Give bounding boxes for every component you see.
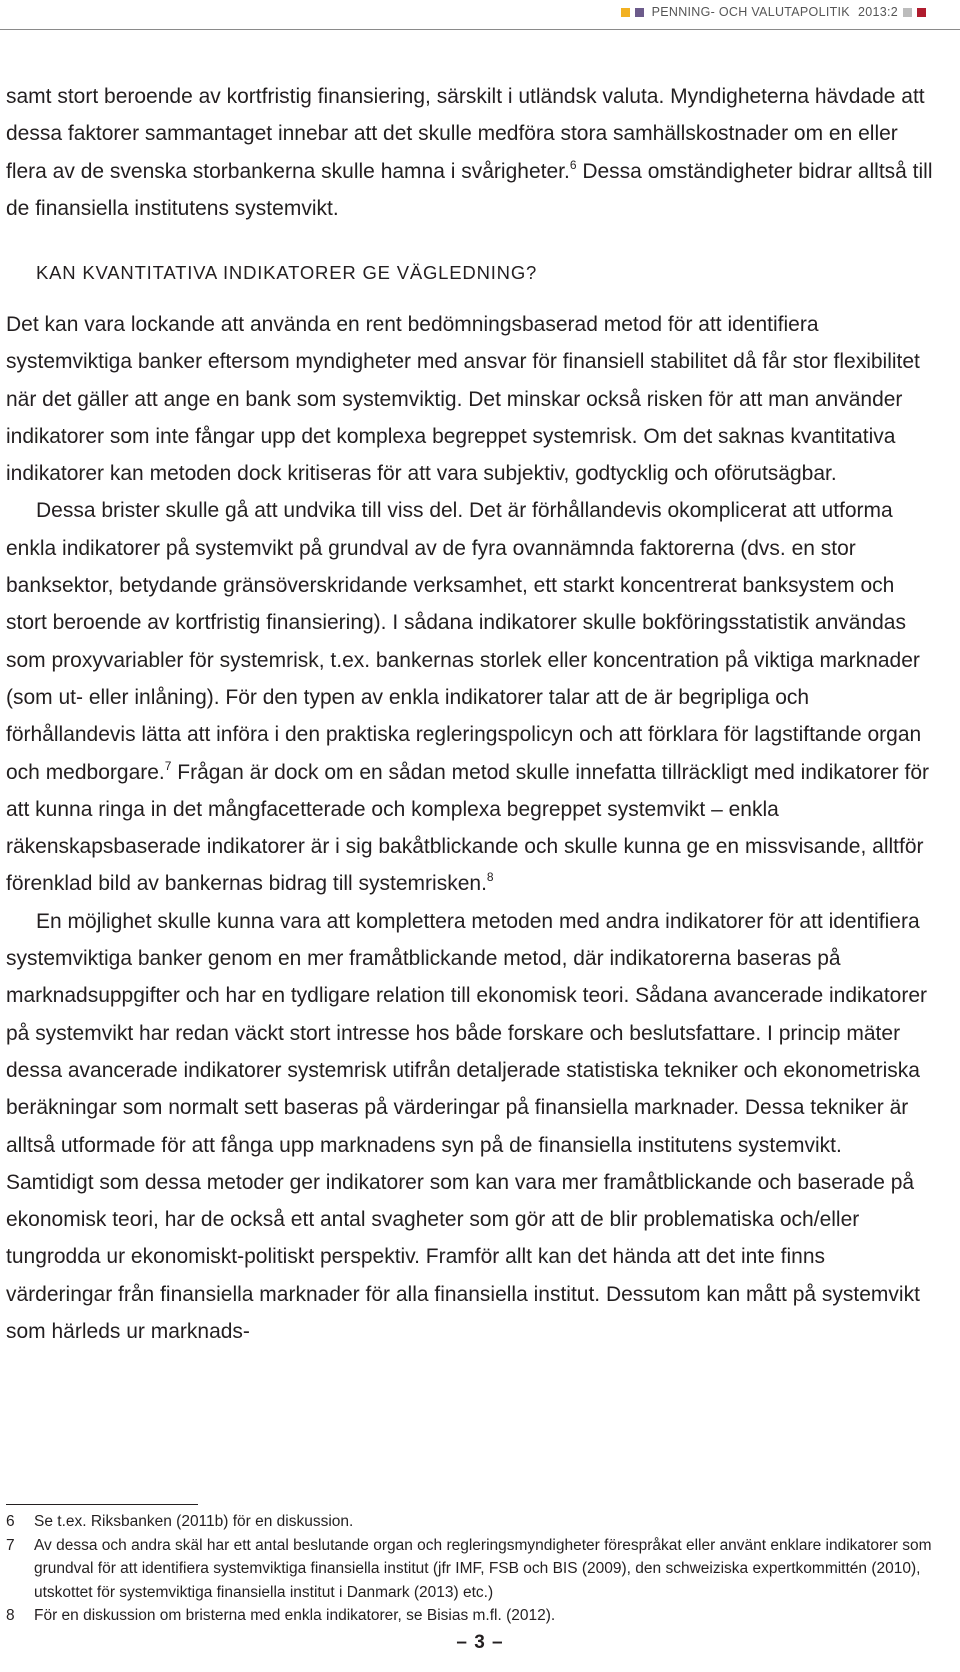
footnote-ref-7[interactable]: 7 xyxy=(164,758,172,773)
footnotes xyxy=(6,1510,936,1628)
footnote-ref-6[interactable]: 6 xyxy=(569,157,577,172)
yellow-square-icon xyxy=(621,8,630,17)
red-square-icon xyxy=(917,8,926,17)
intro-paragraph xyxy=(6,78,934,227)
issue-number: 2013:2 xyxy=(857,5,898,19)
footnote xyxy=(6,1534,936,1605)
header-rule xyxy=(0,29,960,30)
paragraph-2-text-b: Frågan är dock om en sådan metod skulle innefatta tillräckligt med indikatorer för att kunna ringa in det mångfacetterade och komplexa begreppet systemvikt – enkla räkenskapsbaserade indikatorer är i sig bakåtblickande och skulle kunna ge en missvisande, alltför förenklad bild av bankernas bidrag till systemrisken. xyxy=(6,760,929,896)
intro-text-1: samt stort beroende av kortfristig finansiering, särskilt i utländsk valuta. Myndigheterna hävdade att dessa faktorer sammantaget innebar att det skulle medföra stora samhällskostnader om en eller flera av de svenska storbankerna skulle hamna i svårigheter. xyxy=(6,85,925,183)
page-number: – 3 – xyxy=(456,1632,504,1653)
footnote-number: 8 xyxy=(6,1607,15,1624)
footnote-number: 6 xyxy=(6,1513,15,1530)
journal-title: PENNING- OCH VALUTAPOLITIK xyxy=(651,5,850,19)
footnote xyxy=(6,1510,936,1534)
section-heading: KAN KVANTITATIVA INDIKATORER GE VÄGLEDNING? xyxy=(36,262,538,283)
footnote-rule xyxy=(6,1504,198,1505)
paragraph-2 xyxy=(6,492,934,902)
footnote-text: Av dessa och andra skäl har ett antal beslutande organ och regleringsmyndigheter förespråkat eller använt enklare indikatorer som grundval för att identifiera systemviktiga finansiella institut (jfr IMF, FSB och BIS (2009), den schweiziska expertkommittén (2010), utskottet för systemviktiga finansiella institut i Danmark (2013) etc.) xyxy=(34,1536,932,1601)
footnote-number: 7 xyxy=(6,1536,15,1554)
intro-text-2: Dessa omständigheter bidrar alltså till de finansiella institutens systemvikt. xyxy=(6,159,933,220)
main-text xyxy=(6,306,934,1350)
footnote-text: För en diskussion om bristerna med enkla indikatorer, se Bisias m.fl. (2012). xyxy=(34,1607,556,1624)
footnote xyxy=(6,1604,936,1628)
purple-square-icon xyxy=(635,8,644,17)
footnote-ref-8[interactable]: 8 xyxy=(486,870,494,885)
running-header xyxy=(621,4,926,20)
gray-square-icon xyxy=(903,8,912,17)
paragraph-3: En möjlighet skulle kunna vara att komplettera metoden med andra indikatorer för att identifiera systemviktiga banker genom en mer framåtblickande metod, där indikatorerna baseras på marknadsuppgifter och har en tydligare relation till ekonomisk teori. Sådana avancerade indikatorer på systemvikt har redan väckt stort intresse hos både forskare och beslutsfattare. I princip mäter dessa avancerade indikatorer systemrisk utifrån detaljerade statistiska tekniker och ekonometriska beräkningar som normalt sett baseras på värderingar på finansiella marknader. Dessa tekniker är alltså utformade för att fånga upp marknadens syn på de finansiella institutens systemvikt. Samtidigt som dessa metoder ger indikatorer som kan vara mer framåtblickande och baserade på ekonomisk teori, har de också ett antal svagheter som gör att de blir problematiska och/eller tungrodda ur ekonomiskt-politiskt perspektiv. Framför allt kan det hända att det inte finns värderingar från finansiella marknader för alla finansiella institut. Dessutom kan mått på systemvikt som härleds ur marknads- xyxy=(6,909,928,1344)
footnote-text: Se t.ex. Riksbanken (2011b) för en diskussion. xyxy=(34,1513,354,1530)
paragraph-2-text-a: Dessa brister skulle gå att undvika till viss del. Det är förhållandevis okomplicerat att utforma enkla indikatorer på systemvikt på grundval av de fyra ovannämnda faktorerna (dvs. en stor banksektor, betydande gränsöverskridande verksamhet, ett starkt koncentrerat banksystem och stort beroende av kortfristig finansiering). I sådana indikatorer skulle bokföringsstatistik användas som proxyvariabler för systemrisk, t.ex. bankernas storlek eller koncentration på viktiga marknader (som ut- eller inlåning). För den typen av enkla indikatorer talar att de är begripliga och förhållandevis lätta att införa i den praktiska regleringspolicyn och att förklara för lagstiftande organ och medborgare. xyxy=(6,499,922,784)
paragraph-1: Det kan vara lockande att använda en rent bedömningsbaserad metod för att identifiera systemviktiga banker eftersom myndigheter med ansvar för finansiell stabilitet då får stor flexibilitet när det gäller att ange en bank som systemviktig. Det minskar också risken för att man använder indikatorer som inte fångar upp det komplexa begreppet systemrisk. Om det saknas kvantitativa indikatorer kan metoden dock kritiseras för att vara subjektiv, godtycklig och oförutsägbar. xyxy=(6,313,920,486)
